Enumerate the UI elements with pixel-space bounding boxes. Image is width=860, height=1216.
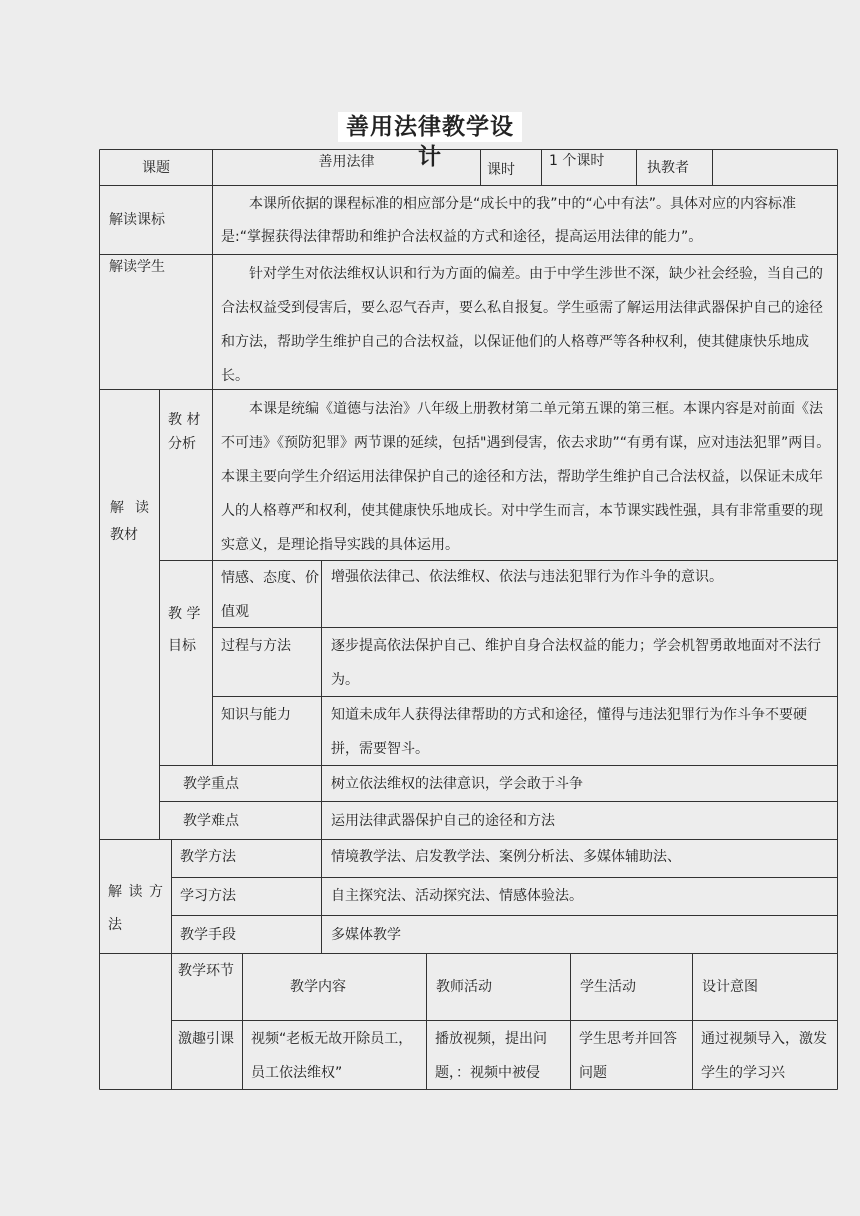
process-row-content: 视频“老板无故开除员工，员工依法维权”: [251, 1031, 413, 1081]
process-header-stage: 教学环节: [178, 963, 234, 979]
goal-name-knowledge: 知识与能力: [221, 707, 291, 723]
students-label: 解读学生: [109, 259, 165, 275]
methods-label: 解 读 方 法: [108, 884, 163, 933]
period-value: 1 个课时: [549, 153, 605, 169]
process-header-teacher: 教师活动: [436, 979, 492, 995]
difficulty-label: 教学难点: [183, 813, 239, 829]
students-text: 针对学生对依法维权认识和行为方面的偏差。由于中学生涉世不深，缺少社会经验，当自己的合法权益受到侵害后，要么忍气吞声，要么私自报复。学生亟需了解运用法律武器保护自己的途径和方法，帮助学生维护自己的合法权益，以保证他们的人格尊严等各种权利，使其健康快乐地成长。: [221, 266, 823, 384]
process-row-teacher: 播放视频，提出问题，：视频中被侵: [435, 1031, 547, 1081]
difficulty-text: 运用法律武器保护自己的途径和方法: [331, 813, 555, 829]
teacher-value: [713, 150, 837, 186]
curriculum-text: 本课所依据的课程标准的相应部分是“成长中的我”中的“心中有法”。具体对应的内容标准是:“掌握获得法律帮助和维护合法权益的方式和途径，提高运用法律的能力”。: [221, 196, 797, 245]
goal-text-knowledge: 知道未成年人获得法律帮助的方式和途径，懂得与违法犯罪行为作斗争不要硬拼，需要智斗。: [331, 707, 807, 757]
method-name-teaching: 教学方法: [180, 849, 236, 865]
textbook-label: 解 读 教材: [110, 500, 149, 543]
curriculum-label: 解读课标: [109, 212, 165, 228]
process-header-intent: 设计意图: [702, 979, 758, 995]
goal-text-process: 逐步提高依法保护自己、维护自身合法权益的能力；学会机智勇敢地面对不法行为。: [331, 638, 821, 688]
process-row-student: 学生思考并回答问题: [579, 1031, 677, 1081]
goal-name-process: 过程与方法: [221, 638, 291, 654]
topic-label: 课题: [142, 160, 170, 176]
key-point-label: 教学重点: [183, 776, 239, 792]
goals-label: 教 学 目标: [168, 606, 201, 654]
key-point-text: 树立依法维权的法律意识，学会敢于斗争: [331, 776, 583, 792]
document-title: 善用法律教学设计: [338, 112, 522, 142]
method-name-means: 教学手段: [180, 927, 236, 943]
topic-value: 善用法律: [318, 154, 375, 170]
textbook-analysis-label: 教 材 分析: [168, 412, 201, 452]
process-row-intent: 通过视频导入，激发学生的学习兴: [701, 1031, 827, 1081]
teacher-label: 执教者: [647, 160, 689, 176]
method-text-means: 多媒体教学: [331, 927, 401, 943]
process-row-stage: 激趣引课: [178, 1031, 234, 1047]
method-text-teaching: 情境教学法、启发教学法、案例分析法、多媒体辅助法、: [331, 849, 681, 865]
period-label: 课时: [487, 162, 515, 178]
method-text-learning: 自主探究法、活动探究法、情感体验法。: [331, 888, 583, 904]
process-header-student: 学生活动: [580, 979, 636, 995]
textbook-analysis-text: 本课是统编《道德与法治》八年级上册教材第二单元第五课的第三框。本课内容是对前面《法不可违》《预防犯罪》两节课的延续，包括"遇到侵害，依去求助”“有勇有谋，应对违法犯罪”两目。本课主要向学生介绍运用法律保护自己的途径和方法，帮助学生维护自己合法权益，以保证未成年人的人格尊严和权利，使其健康快乐地成长。对中学生而言，本节课实践性强，具有非常重要的现实意义，是理论指导实践的具体运用。: [221, 401, 831, 553]
goal-text-attitude: 增强依法律己、依法维权、依法与违法犯罪行为作斗争的意识。: [331, 569, 723, 585]
process-header-content: 教学内容: [290, 979, 346, 995]
method-name-learning: 学习方法: [180, 888, 236, 904]
goal-name-attitude: 情感、态度、价值观: [221, 570, 319, 620]
